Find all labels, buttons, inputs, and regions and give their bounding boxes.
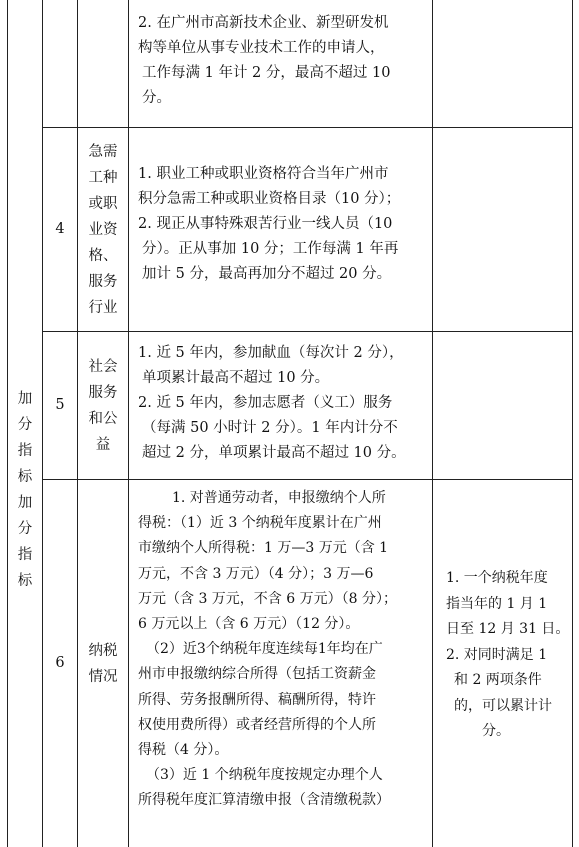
category-line: 纳税 [88,642,118,659]
section-label-char: 标 [17,469,33,485]
row-content [138,486,430,814]
category-line: 格、 [88,247,118,264]
category-line: 急需 [88,143,118,160]
category-line: 行业 [88,299,118,316]
content-line: 万元（含 3 万元，不含 6 万元）（8 分）； [138,590,397,607]
section-label-char: 指 [17,443,33,459]
content-line: 万元，不含 3 万元）（4 分）；3 万—6 [138,565,374,582]
content-line: 市缴纳个人所得税：1 万—3 万元（含 1 [138,540,389,557]
section-label-char: 分 [17,521,33,537]
content-line: 所得、劳务报酬所得、稿酬所得，特许 [138,691,376,708]
row-category [78,480,128,847]
content-line: 2. 现正从事特殊艰苦行业一线人员（10 [138,216,393,232]
content-line: 2. 在广州市高新技术企业、新型研发机 [138,15,389,31]
content-line: 1. 对普通劳动者，申报缴纳个人所 [172,490,386,506]
remark-line: 1. 一个纳税年度 [446,570,548,586]
section-label-char: 加 [17,391,33,407]
section-label-char: 加 [17,495,33,511]
content-line: 1. 职业工种或职业资格符合当年广州市 [138,166,389,182]
remark-line: 2. 对同时满足 1 [446,646,548,663]
category-line: 社会 [88,358,118,375]
category-line: 益 [95,436,111,453]
section-label [7,370,43,610]
category-line: 情况 [88,668,118,685]
remark-line: 日至 12 月 31 日。 [446,621,570,637]
content-line: 2. 近 5 年内，参加志愿者（义工）服务 [138,395,393,411]
content-line: 工作每满 1 年计 2 分，最高不超过 10 [142,65,391,81]
category-line: 工种 [88,169,118,186]
remark-line: 指当年的 1 月 1 [446,595,548,612]
content-line: 单项累计最高不超过 10 分。 [142,370,330,386]
row-number: 5 [55,397,65,413]
content-line: 分。 [142,90,171,106]
category-line: 服务 [88,273,118,290]
row-number: 4 [55,221,65,237]
section-label-char: 标 [17,573,33,589]
row-category [78,332,128,479]
content-line: 所得税年度汇算清缴申报（含清缴税款） [138,792,390,809]
section-label-char: 分 [17,417,33,433]
content-line: 权使用费所得）或者经营所得的个人所 [138,716,376,733]
content-line: 加计 5 分，最高再加分不超过 20 分。 [142,266,392,282]
content-line: 得税：（1）近 3 个纳税年度累计在广州 [138,515,382,532]
content-line: （3）近 1 个纳税年度按规定办理个人 [146,767,383,784]
content-line: 6 万元以上（含 6 万元）（12 分）。 [138,616,360,633]
content-line: （2）近3个纳税年度连续每1年均在广 [146,641,383,658]
remark-line: 的，可以累计计 [454,697,552,714]
category-line: 业资 [88,221,118,238]
row-number: 6 [55,655,65,671]
content-line: 1. 近 5 年内，参加献血（每次计 2 分）， [138,345,404,361]
content-line: 州市申报缴纳综合所得（包括工资薪金 [138,666,376,683]
row-content [138,341,430,466]
content-line: 超过 2 分，单项累计最高不超过 10 分。 [142,445,406,461]
row-remarks [440,566,570,745]
category-line: 和公 [88,410,118,427]
content-line: 构等单位从事专业技术工作的申请人， [138,40,385,56]
content-line: 积分急需工种或职业资格目录（10 分）； [138,191,401,207]
remark-line: 和 2 两项条件 [454,672,542,688]
content-line: 得税（4 分）。 [138,742,229,759]
row-category [78,128,128,331]
content-line: 分）。正从事加 10 分；工作每满 1 年再 [142,241,399,257]
category-line: 或职 [88,195,118,212]
remark-line: 分。 [482,723,510,739]
content-line: （每满 50 小时计 2 分）。1 年内计分不 [142,420,398,436]
category-line: 服务 [88,384,118,401]
row-content [138,162,430,287]
prev-row-content [138,11,430,111]
section-label-char: 指 [17,547,33,563]
